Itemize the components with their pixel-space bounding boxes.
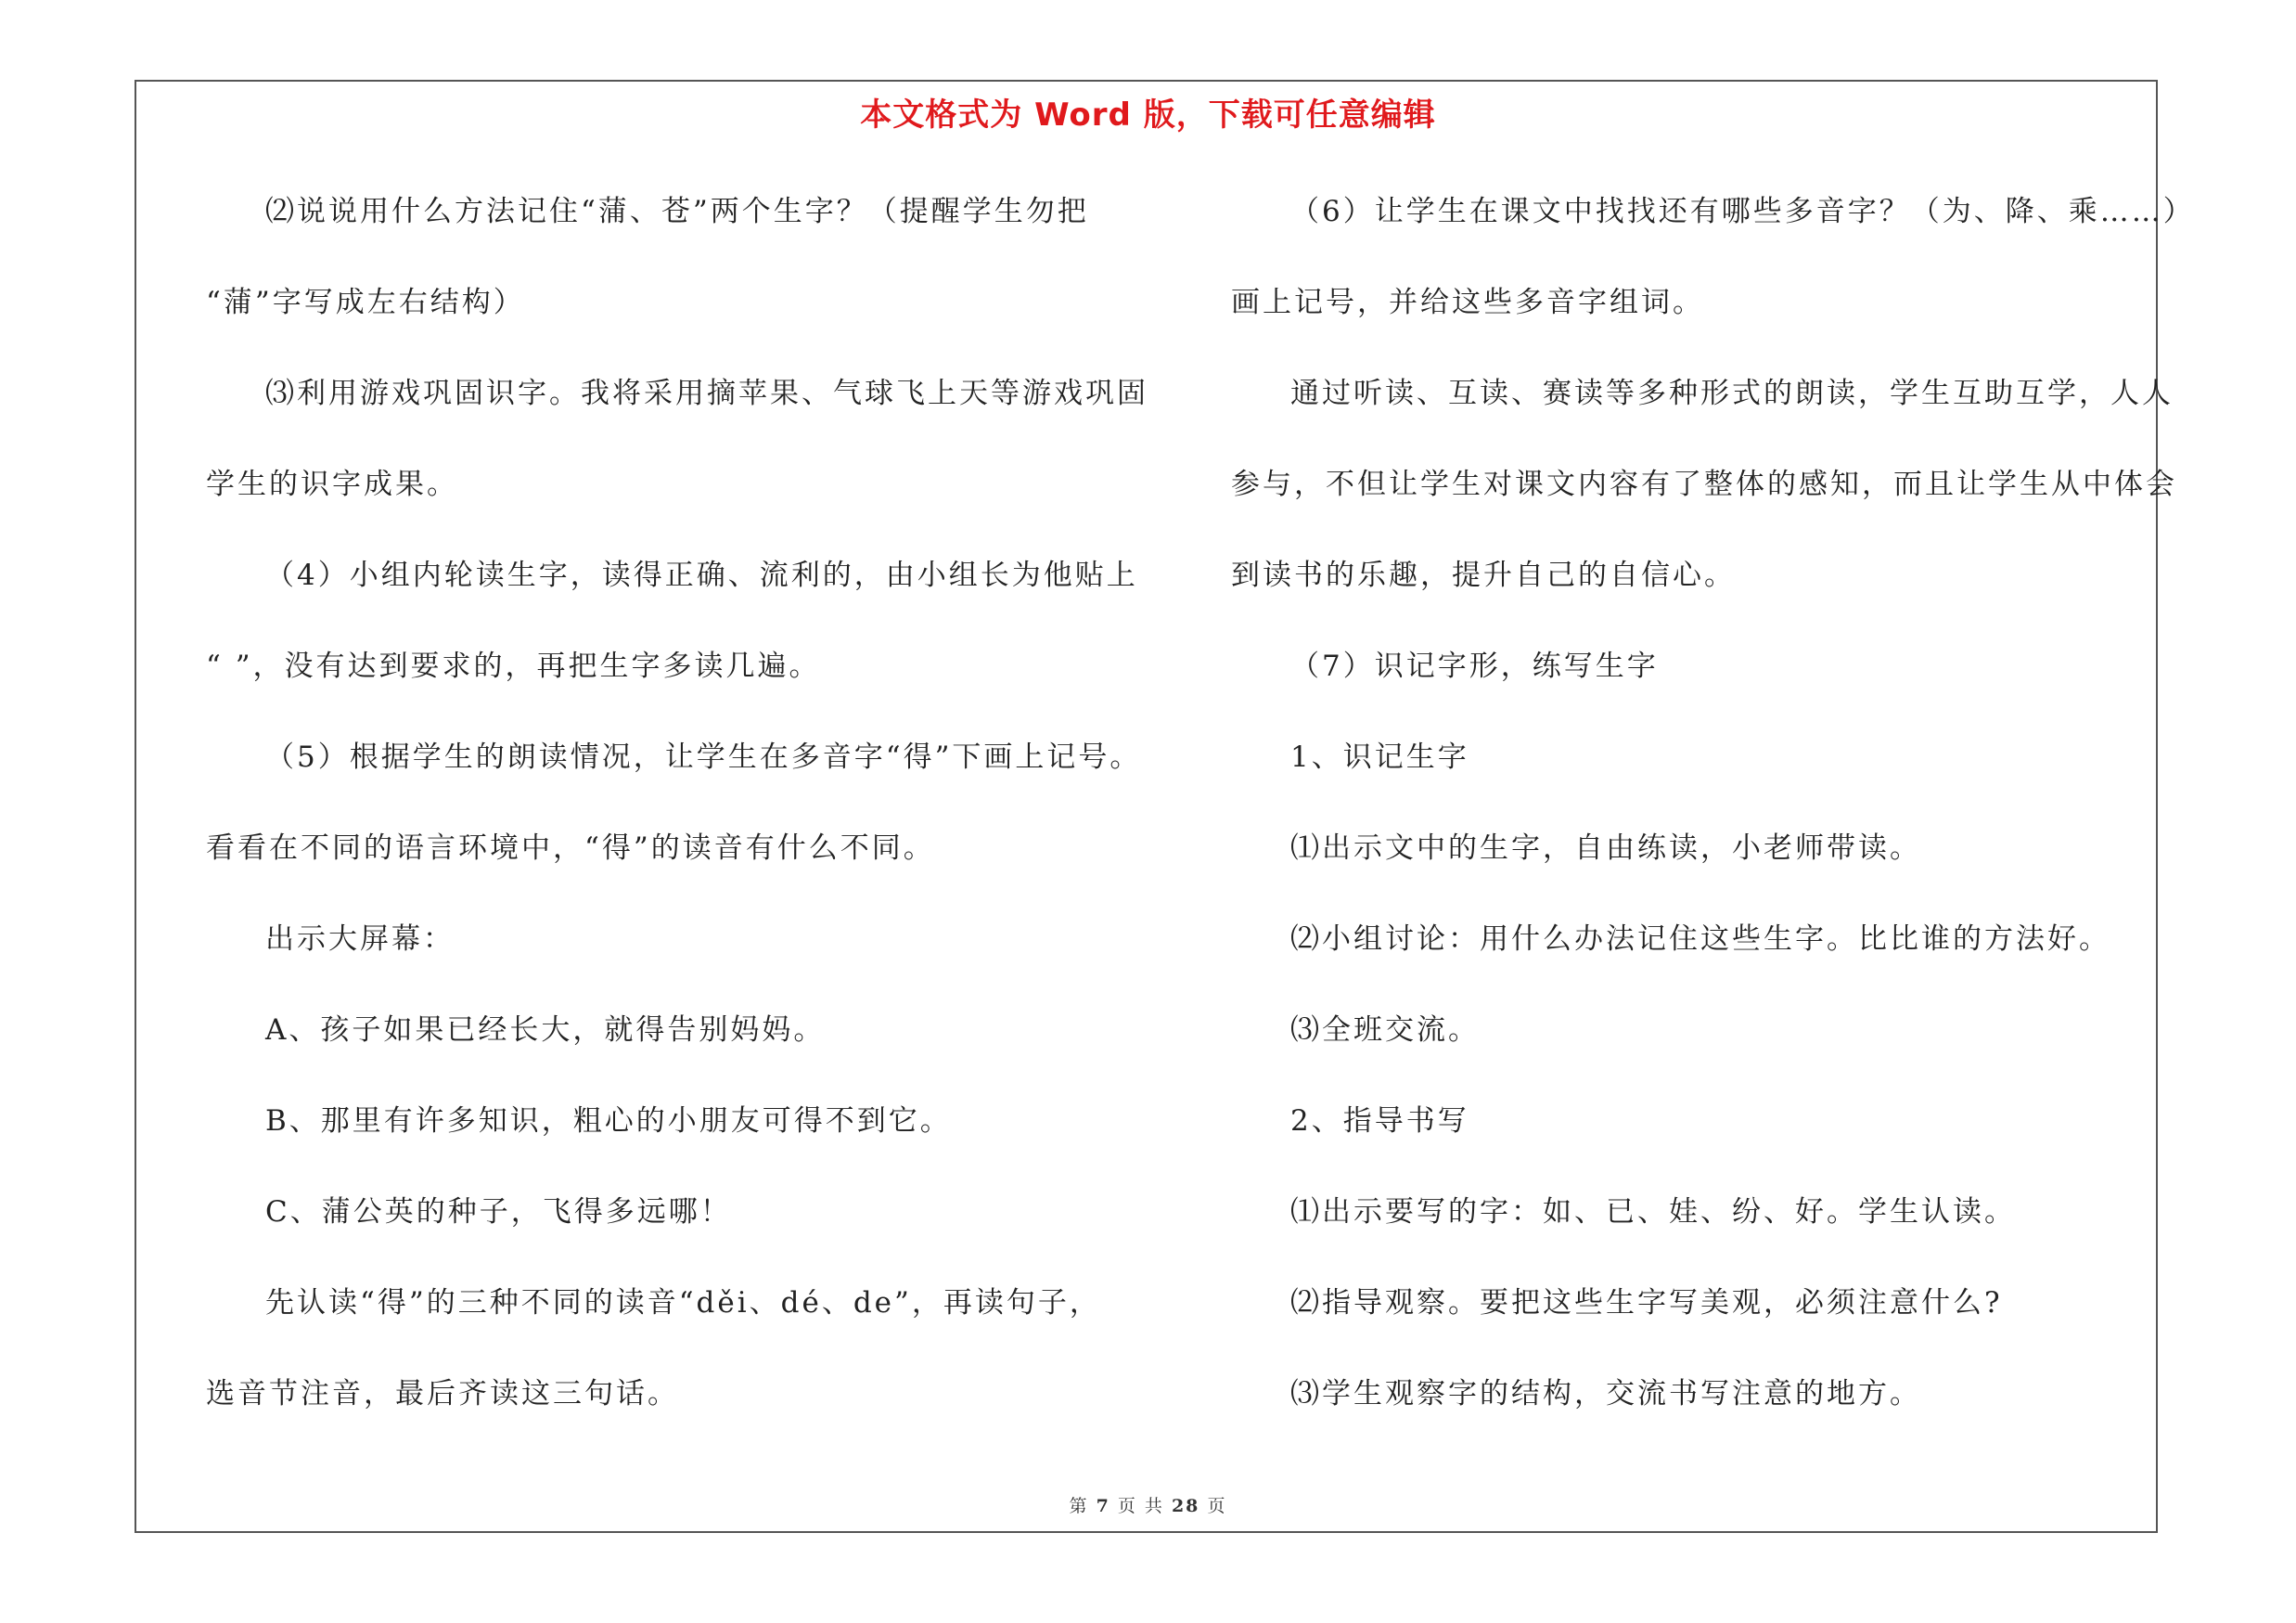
text-line: 出示大屏幕： xyxy=(265,922,455,956)
text-line: ⑶学生观察字的结构，交流书写注意的地方。 xyxy=(1290,1377,1921,1410)
text-line: 选音节注音，最后齐读这三句话。 xyxy=(206,1377,679,1410)
text-line: ⑴出示文中的生字，自由练读，小老师带读。 xyxy=(1290,831,1921,865)
text-line: ⑵说说用什么方法记住“蒲、苍”两个生字？（提醒学生勿把 xyxy=(265,195,1089,228)
text-line: （4）小组内轮读生字，读得正确、流利的，由小组长为他贴上 xyxy=(265,559,1138,592)
text-line: ⑶全班交流。 xyxy=(1290,1013,1480,1047)
text-line: B、那里有许多知识，粗心的小朋友可得不到它。 xyxy=(265,1104,952,1138)
text-line: （7）识记字形，练写生字 xyxy=(1290,650,1659,683)
text-line: “蒲”字写成左右结构） xyxy=(206,286,525,319)
footer-suffix: 页 xyxy=(1207,1496,1227,1516)
text-line: ⑴出示要写的字：如、已、娃、纷、好。学生认读。 xyxy=(1290,1195,2016,1229)
text-line: “ ”，没有达到要求的，再把生字多读几遍。 xyxy=(206,650,821,683)
format-banner: 本文格式为 Word 版，下载可任意编辑 xyxy=(860,97,1436,134)
text-line: C、蒲公英的种子，飞得多远哪！ xyxy=(265,1195,732,1229)
text-line: 2、指导书写 xyxy=(1290,1104,1469,1138)
total-page-number: 28 xyxy=(1171,1496,1200,1516)
text-line: 看看在不同的语言环境中，“得”的读音有什么不同。 xyxy=(206,831,935,865)
text-line: 到读书的乐趣，提升自己的自信心。 xyxy=(1231,559,1736,592)
text-line: （5）根据学生的朗读情况，让学生在多音字“得”下画上记号。 xyxy=(265,741,1142,774)
current-page-number: 7 xyxy=(1096,1496,1110,1516)
text-line: 画上记号，并给这些多音字组词。 xyxy=(1231,286,1704,319)
text-line: （6）让学生在课文中找找还有哪些多音字？（为、降、乘……） xyxy=(1290,195,2195,228)
right-column xyxy=(1231,184,2195,1457)
footer-middle: 页 共 xyxy=(1117,1496,1164,1516)
left-column xyxy=(206,184,1171,1457)
page-number-footer xyxy=(0,1492,2296,1517)
footer-prefix: 第 xyxy=(1069,1496,1089,1516)
text-line: 1、识记生字 xyxy=(1290,741,1469,774)
text-line: A、孩子如果已经长大，就得告别妈妈。 xyxy=(265,1013,826,1047)
text-line: 学生的识字成果。 xyxy=(206,468,458,501)
text-line: 通过听读、互读、赛读等多种形式的朗读，学生互助互学，人人 xyxy=(1290,377,2174,410)
text-line: 参与，不但让学生对课文内容有了整体的感知，而且让学生从中体会 xyxy=(1231,468,2177,501)
text-line: ⑵指导观察。要把这些生字写美观，必须注意什么? xyxy=(1290,1286,2003,1320)
text-line: 先认读“得”的三种不同的读音“děi、dé、de”，再读句子， xyxy=(265,1286,1101,1320)
text-line: ⑵小组讨论：用什么办法记住这些生字。比比谁的方法好。 xyxy=(1290,922,2110,956)
text-line: ⑶利用游戏巩固识字。我将采用摘苹果、气球飞上天等游戏巩固 xyxy=(265,377,1148,410)
